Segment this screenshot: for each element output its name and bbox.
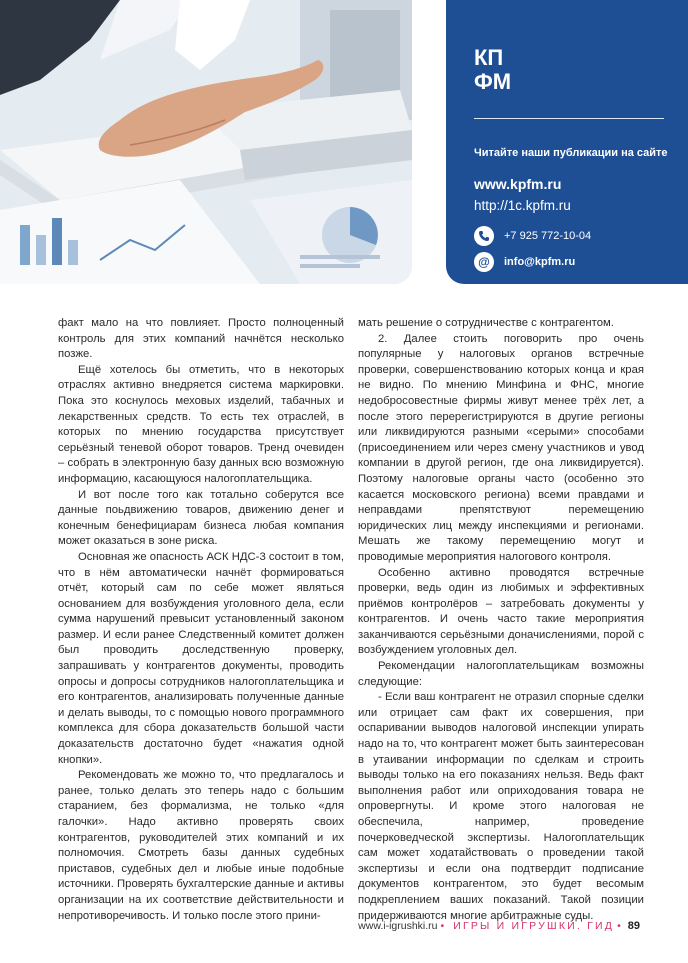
paragraph: Рекомендовать же можно то, что предлагалось и ранее, только делать это теперь надо с большим старанием, без формализма, не только «для галочки». Надо активно проверять своих контрагентов, руководителей этих компаний и их полномочия. Смотреть базы данных судебных приставов, судебных дел и любые иные подобные источники. Проверять бухгалтерские данные и активы организации на их соответствие действительности и непротиворечивость. И только после этого прини- xyxy=(58,769,344,922)
site-link-main[interactable]: www.kpfm.ru xyxy=(474,176,562,192)
at-icon: @ xyxy=(474,252,494,272)
panel-divider xyxy=(474,118,664,119)
phone-icon xyxy=(474,226,494,246)
info-panel xyxy=(446,0,688,284)
site-link-alt[interactable]: http://1c.kpfm.ru xyxy=(474,198,571,213)
paragraph: мать решение о сотрудничестве с контрагентом. xyxy=(358,317,614,329)
header-photo xyxy=(0,0,412,284)
page-footer xyxy=(358,920,640,932)
paragraph: Особенно активно проводятся встречные проверки, ведь один из любимых и эффективных приёмов контролёров – затребовать документы у контрагентов. И очень часто такие мероприятия заканчиваются серьёзными доначислениями, порой с возбуждением уголовных дел. xyxy=(358,566,644,657)
logo-bottom: ФМ xyxy=(474,69,512,93)
article-column-right xyxy=(358,316,644,924)
article-column-left xyxy=(58,316,344,924)
email-address: info@kpfm.ru xyxy=(504,256,576,268)
footer-separator: • xyxy=(617,920,621,932)
paragraph: 2. Далее стоить поговорить про очень популярные у налоговых органов встречные проверки, совершенствованию которых конца и края не видно. По мнению Минфина и ФНС, многие недобросовестные фирмы живут менее трёх лет, а после этого перерегистрируются в другие регионы или ликвидируются разными «серыми» способами (присоединением или через смену участников и увод компании в другой регион, где она ликвидируется). Поэтому налоговые органы часто (особенно это касается московского региона) всеми правдами и неправдами препятствуют перемещению юридических лиц между инспекциями и регионами. Мешать же такому перемещению могут и проводимые мероприятия налогового контроля. xyxy=(358,332,644,563)
panel-caption: Читайте наши публикации на сайте xyxy=(474,147,668,159)
phone-number: +7 925 772-10-04 xyxy=(504,230,592,242)
page-number: 89 xyxy=(627,920,640,932)
phone-contact[interactable] xyxy=(474,226,591,246)
paragraph: Основная же опасность АСК НДС-3 состоит в том, что в нём автоматически начнёт формироваться отчёт, который сам по себе может являться основанием для возбуждения уголовного дела, если сумма нарушений превысит установленный законом размер. И если ранее Следственный комитет должен был проводить доследственную проверку, запрашивать у контрагентов документы, проводить опросы и допросы сотрудников налогоплательщика и его контрагентов, анализировать полученные данные и делать выводы, то с помощью нового программного комплекса для сбора доказательств большой части доказательств достаточно будет «нажатия одной кнопки». xyxy=(58,550,344,766)
paragraph: факт мало на что повлияет. Просто полноценный контроль для этих компаний начнётся несколько позже. xyxy=(58,317,344,361)
footer-url[interactable]: www.i-igrushki.ru xyxy=(358,920,438,932)
kpfm-logo xyxy=(474,45,522,93)
footer-separator: • xyxy=(440,920,445,932)
paragraph: - Если ваш контрагент не отразил спорные сделки или отрицает сам факт их совершения, при оспаривании выводов налоговой инспекции упирать надо на то, что контрагент может быть заинтересован в утаивании информации по сделкам и строить выводы только на его показаниях нельзя. Ведь факт выполнения работ или оприходования товара не опровергнуты. И кроме этого налоговая не обеспечила, например, проведение почерковедческой экспертизы. Налогоплательщик сам может ходатайствовать о проведении такой экспертизы и если она подтвердит подписание документов контрагентом, это будет весомым подкреплением ваших показаний. Такой позиции придерживаются многие арбитражные суды. xyxy=(358,691,644,922)
magazine-title: ИГРЫ И ИГРУШКИ. ГИД xyxy=(453,920,615,932)
paragraph: Рекомендации налогоплательщикам возможны следующие: xyxy=(358,660,644,688)
logo-top: КП xyxy=(474,45,504,70)
email-contact[interactable] xyxy=(474,252,575,272)
photo-illustration xyxy=(0,0,412,284)
paragraph: Ещё хотелось бы отметить, что в некоторых отраслях активно внедряется система маркировки. Пока это коснулось меховых изделий, табачных и лекарственных средств. То есть тех отраслей, в которых по мнению государства присутствует серьёзный теневой оборот товаров. Тренд очевиден – собрать в электронную базу данных всю возможную информацию, касающуюся налогоплательщика. xyxy=(58,363,344,485)
paragraph: И вот после того как тотально соберутся все данные поьдвижению товаров, движению денег и конечным бенефициарам бизнеса любая компания может оказаться в зоне риска. xyxy=(58,488,344,548)
